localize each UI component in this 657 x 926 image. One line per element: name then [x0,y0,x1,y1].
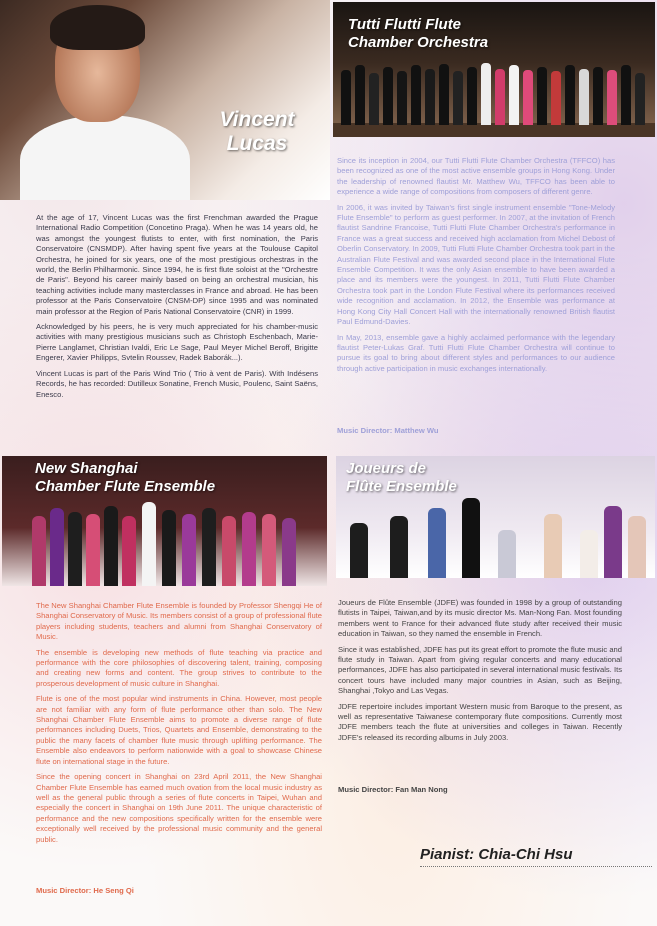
jdfe-bio-paragraph: Since it was established, JDFE has put its great effort to promote the flute music and flute study in Taiwan. Apart from giving regular concerts and many educational performances, JDFE has also participated in several international music festivals. Its concert tours have included many major countries in Asian, such as Beijing, Shanghai ,Tokyo and Las Vegas. [338,644,622,696]
musician [467,67,477,125]
tfco-title-line1: Tutti Flutti Flute [348,16,462,33]
photo-shirt [20,115,190,200]
musician [495,69,505,125]
musician [355,65,365,125]
ensemble-member [628,516,646,578]
nscfe-bio-paragraph: Flute is one of the most popular wind instruments in China. However, most people are not familiar with any form of flute performance other than solo. The New Shanghai Chamber Flute Ensemble aims to promote a diverse range of flute performances including Duets, Trios, Quartets and Ensemble, demonstrating to the public the many facets of chamber flute music through uplifting performance. The Ensemble also endeavors to perform nationwide with a goal to showcase Chinese flute on international stage in the future. [36,694,322,766]
musician [341,70,351,125]
ensemble-member [390,516,408,578]
musician [411,65,421,125]
ensemble-member [462,498,480,578]
ensemble-member [50,508,64,586]
joueurs-heading [346,460,457,496]
jdfe-music-director: Music Director: Fan Man Nong [338,785,448,794]
musician [537,67,547,125]
musician [397,71,407,125]
nscfe-bio-paragraph: The ensemble is developing new methods of flute teaching via practice and performance with the core philosophies of discovering talent, training, composing and creating new forms and content. The group strives to contribute to the prosperous development of music culture in Shanghai. [36,647,322,688]
tfco-bio-paragraph: In 2006, it was invited by Taiwan's first single instrument ensemble "Tone-Melody Flute Ensemble" to perform as guest performer. In 2007, at the invitation of French flautist Sandrine Francoise, Tutti Flutti Flute Chamber Orchestra's performance in France was a great success and received high acclamation from Michel Debost of Oberlin Conservatory. In 2009, Tutti Flutti Flute Chamber Orchestra took part in the Australian Flute Festival and was awarded second place in the International Flute Ensemble Competition. It was the only Asian ensemble to have been awarded a place and its members were the youngest. In 2011, Tutti Flutti Flute Chamber Orchestra took part in the London Flute Festival where its performances received wide recognition and acclamation. In 2012, the Ensemble was performance at Hong Kong City Hall Concert Hall with the internationally renowned British flautist Paul Edmund-Davies. [337,202,615,327]
ensemble-member [142,502,156,586]
ensemble-member [282,518,296,586]
jdfe-bio [338,598,622,748]
vincent-lucas-heading [212,108,302,156]
musician [523,70,533,125]
ensemble-member [604,506,622,578]
jdfe-bio-paragraph: JDFE repertoire includes important Western music from Baroque to the present, as well as representative Taiwanese contemporary flute compositions. Currently most JDFE members teach the flute at universities and colleges in Taiwan. Recently JDFE's released its recording albums in July 2003. [338,701,622,742]
musician [383,67,393,125]
musician [551,71,561,125]
jdfe-title-line2: Flûte Ensemble [346,478,457,495]
ensemble-member [104,506,118,586]
musician [565,65,575,125]
vincent-bio-paragraph: Vincent Lucas is part of the Paris Wind Trio ( Trio à vent de Paris). With Indésens Records, he has recorded: Dutilleux Sonatine, French Music, Poulenc, Saint Saëns, Enesco. [36,368,318,399]
ensemble-member [182,514,196,586]
ensemble-member [68,512,82,586]
ensemble-member [86,514,100,586]
ensemble-member [202,508,216,586]
nscfe-title-line2: Chamber Flute Ensemble [35,478,216,495]
ensemble-member [32,516,46,586]
musician [453,71,463,125]
vincent-bio [36,213,318,405]
musician [593,67,603,125]
ensemble-member [222,516,236,586]
vincent-name-line1: Vincent [219,108,295,131]
nscfe-music-director: Music Director: He Seng Qi [36,886,134,895]
musician [481,63,491,125]
ensemble-member [544,514,562,578]
ensemble-member [428,508,446,578]
nscfe-title-line1: New Shanghai [35,460,138,477]
musician [369,73,379,125]
musician [509,65,519,125]
musician [425,69,435,125]
ensemble-member [580,530,598,578]
tutti-flutti-heading [348,16,488,52]
ensemble-member [122,516,136,586]
ensemble-member [262,514,276,586]
ensemble-member [498,530,516,578]
vincent-name-line2: Lucas [226,132,288,155]
pianist-dotted-rule [420,866,652,867]
nscfe-bio-paragraph: Since the opening concert in Shanghai on 23rd April 2011, the New Shanghai Chamber Flute Ensemble has earned much ovation from the local music industry as well as the general public through a series of flute concerts in Taipei, Wuhan and especially the concert in Shanghai on 19th June 2011. The unique characteristic of performance and the new compositions specifically written for the ensemble were exceptionally well received by the professional music community and the general public. [36,772,322,844]
musician [635,73,645,125]
musician [621,65,631,125]
ensemble-member [162,510,176,586]
vincent-bio-paragraph: Acknowledged by his peers, he is very much appreciated for his chamber-music activities with many prestigious musicians such as Christoph Eschenbach, Marie-Pierre Langlamet, Christian Ivaldi, Eric Le Sage, Paul Meyer Michel Beroff, Brigitte Engerer, Xavier Philipps, Svtelin Roussev, Radek Baborák...). [36,322,318,363]
musician [439,64,449,125]
musician [607,70,617,125]
vincent-lucas-photo [0,0,330,200]
tfco-bio-paragraph: In May, 2013, ensemble gave a highly acclaimed performance with the legendary flautist Peter-Lukas Graf. Tutti Flutti Flute Chamber Orchestra will continue to pursue its goal to bring about different styles and performances to our audience through active participation in music exchanges internationally. [337,332,615,373]
ensemble-member [242,512,256,586]
pianist-credit: Pianist: Chia-Chi Hsu [420,846,573,863]
tfco-title-line2: Chamber Orchestra [348,34,489,51]
jdfe-title-line1: Joueurs de [346,460,427,477]
tfco-bio-paragraph: Since its inception in 2004, our Tutti Flutti Flute Chamber Orchestra (TFFCO) has been recognized as one of the most active ensemble groups in Hong Kong. Under the leadership of renowned flautist Mr. Matthew Wu, TFFCO has been able to experience a wide range of compositions from composers of different genre. [337,156,615,197]
photo-hair [50,5,145,50]
tfco-bio [337,156,615,379]
vincent-bio-paragraph: At the age of 17, Vincent Lucas was the first Frenchman awarded the Prague International Radio Competition (Concetino Praga). When he was 14 years old, he was amongst the youngest flutists to enter, with first nomination, the Paris Conservatoire (CNSMDP). After having spent five years at the Toulouse Capitol Orchestra, he joined for six years, one of the most prestigious orchestras in the world, the Berlin Philharmonic. Since 1994, he is first flute soloist at the "Orchestre de Paris". Beyond his career mainly based on being an orchestral musician, his teaching activities include many masterclasses in France and abroad. He has been professor at the Paris Conservatoire (CNSM-DP) since 1995 and was nominated main professor at the Region of Paris National Conservatoire (CNR) in 1999. [36,213,318,316]
musician [579,69,589,125]
nscfe-bio-paragraph: The New Shanghai Chamber Flute Ensemble is founded by Professor Shengqi He of Shanghai Conservatory of Music. Its members consist of a group of professional flute players including students, teachers and alumni from Shanghai Conservatory of Music. [36,601,322,642]
new-shanghai-heading [35,460,215,496]
jdfe-bio-paragraph: Joueurs de Flûte Ensemble (JDFE) was founded in 1998 by a group of outstanding flutists in Taipei, Taiwan,and by its music director Ms. Man-Nong Fan. Most founding members went to France for their advanced flute study after received their music education in Taiwan, so they named the ensemble in French. [338,598,622,639]
nscfe-bio [36,601,322,850]
tfco-music-director: Music Director: Matthew Wu [337,426,439,435]
stage-floor [333,123,655,137]
ensemble-member [350,523,368,578]
